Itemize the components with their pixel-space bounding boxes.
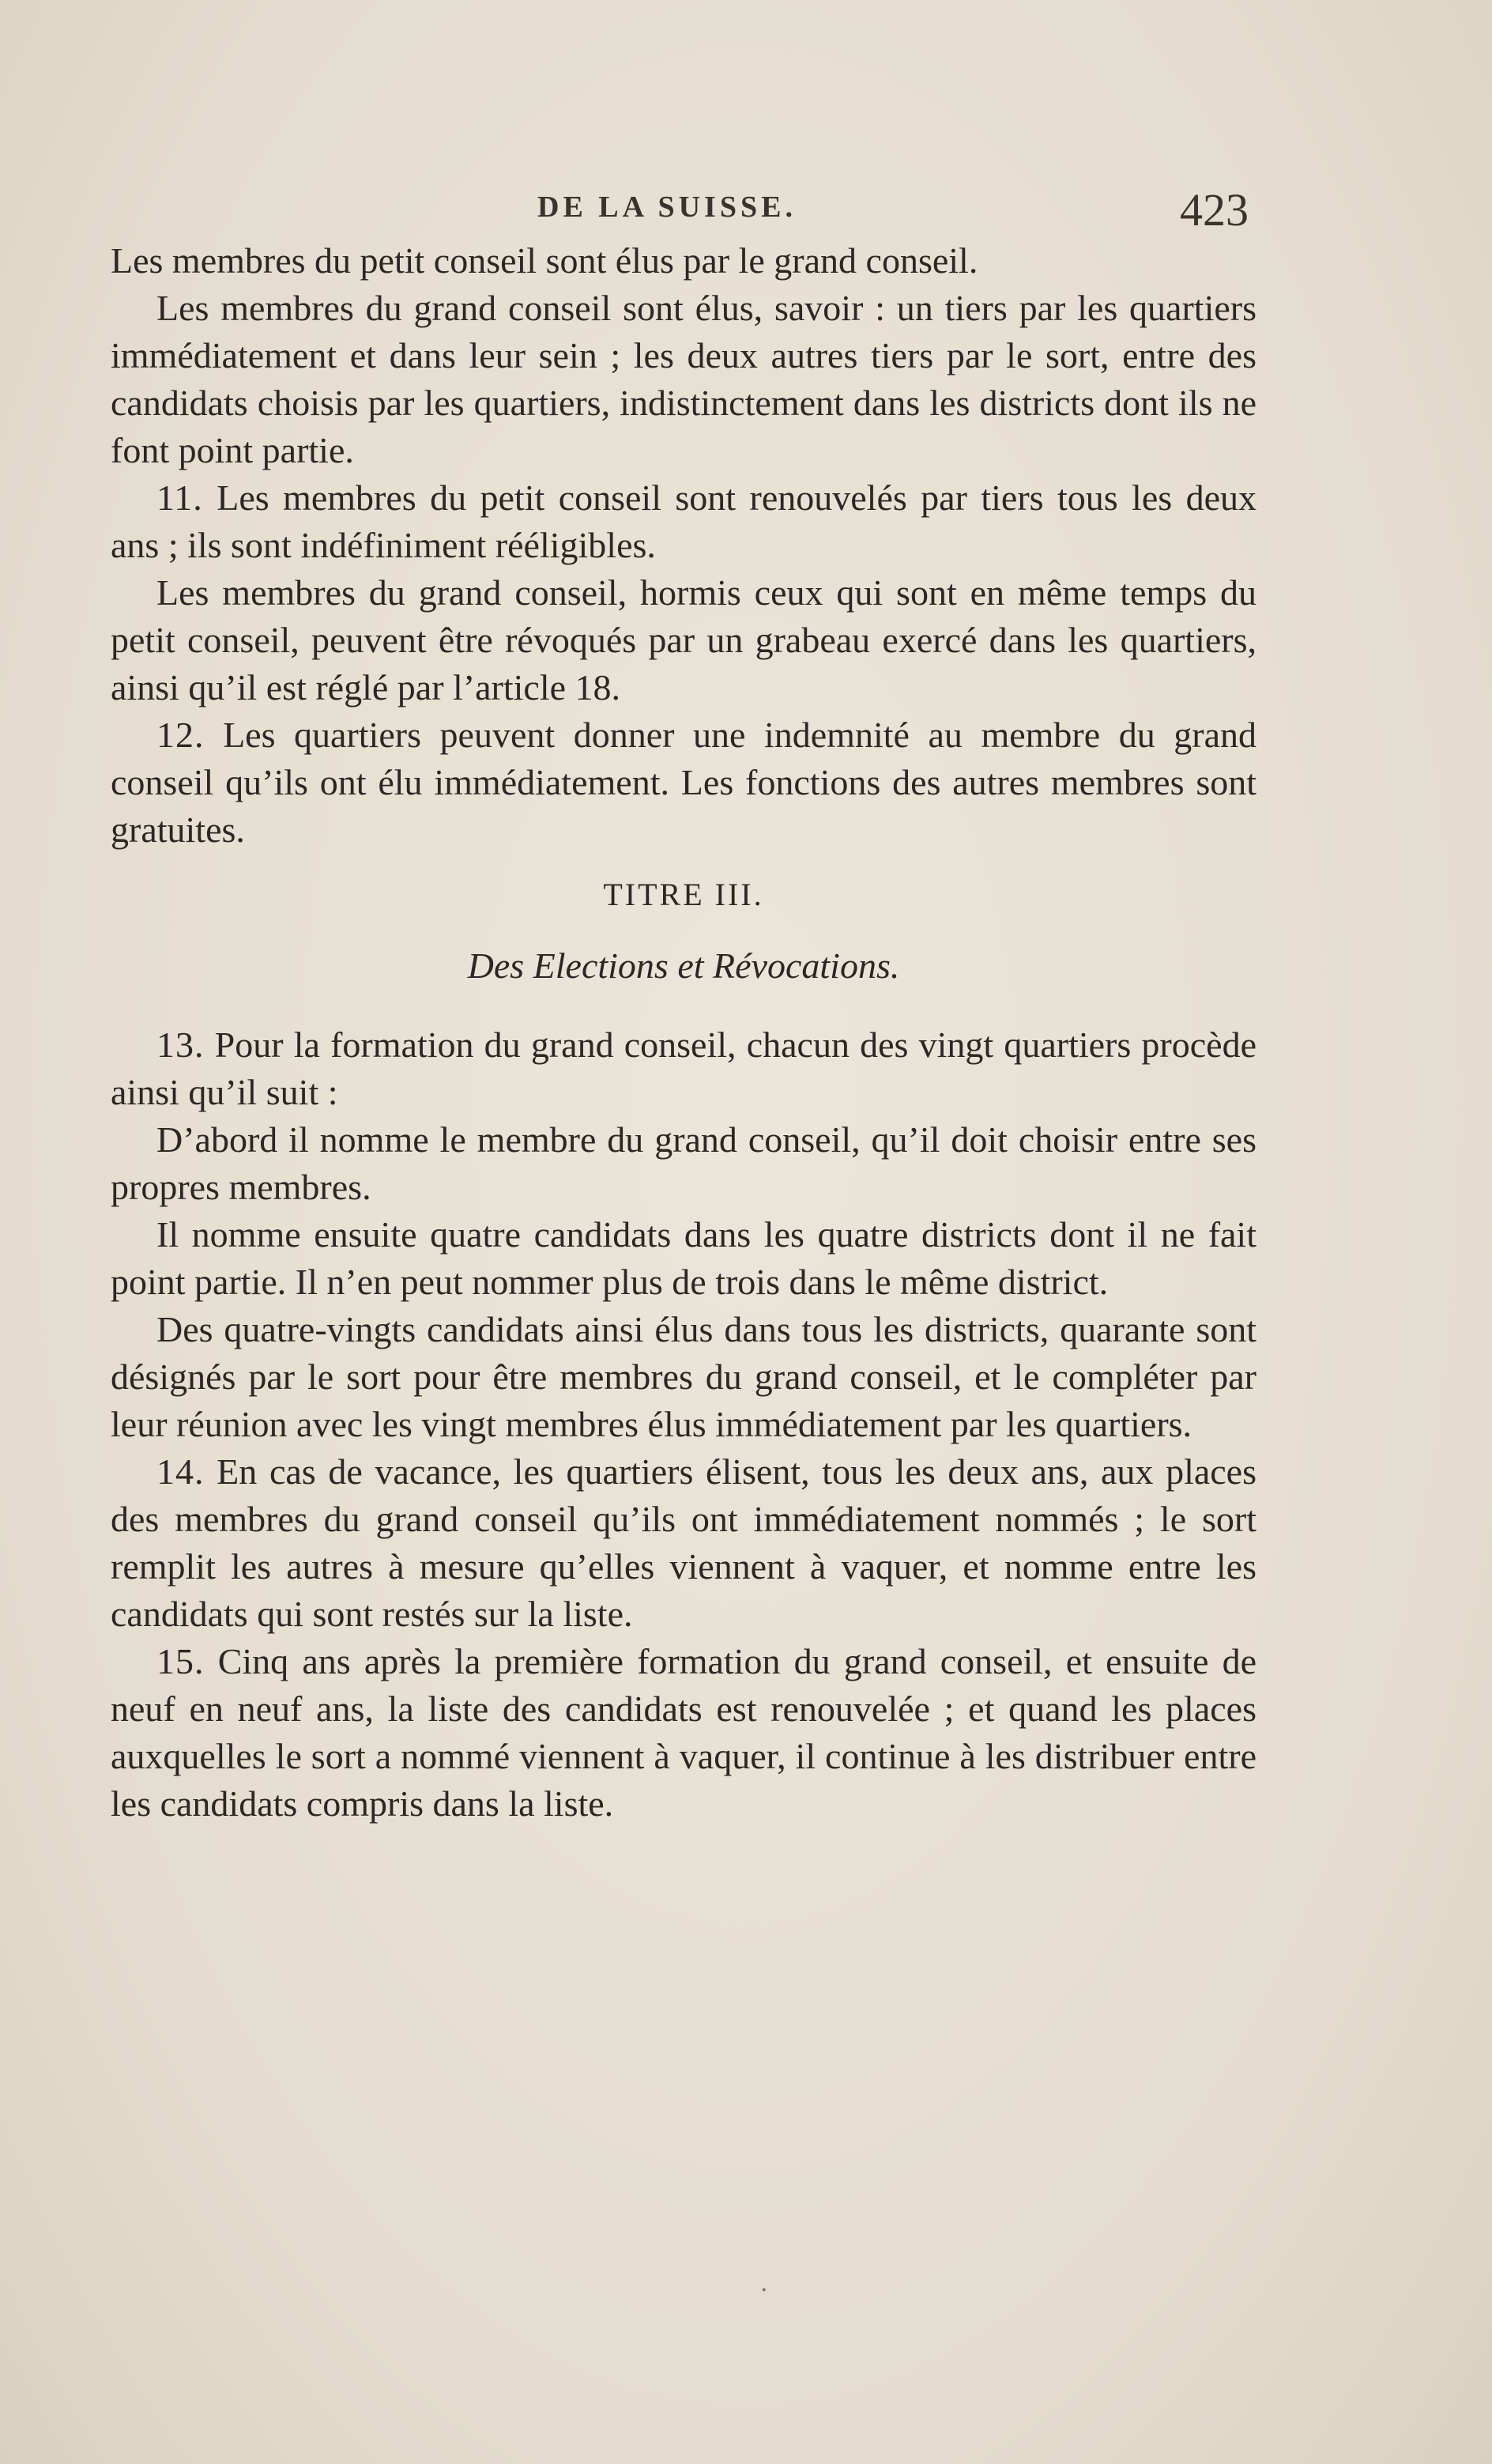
- paragraph-text: Il nomme ensuite quatre candidats dans les quatre districts dont il ne fait point partie. Il n’en peut nommer plus de trois dans le même district.: [111, 1214, 1257, 1302]
- paragraphs-bottom: [111, 1021, 1257, 1828]
- paragraph-text: Les membres du grand conseil sont élus, savoir : un tiers par les quartiers immédiatement et dans leur sein ; les deux autres tiers par le sort, entre des candidats choisis par les quartiers, indistinctement dans les districts dont ils ne font point partie.: [111, 288, 1257, 470]
- paragraph-text: Les membres du petit conseil sont élus par le grand conseil.: [111, 240, 978, 281]
- paragraph-text: En cas de vacance, les quartiers élisent, tous les deux ans, aux places des membres du grand conseil qu’ils ont immédiatement nommés ; le sort remplit les autres à mesure qu’elles viennent à vaquer, et nomme entre les candidats qui sont restés sur la liste.: [111, 1451, 1257, 1634]
- running-head: DE LA SUISSE.: [537, 191, 797, 224]
- paragraph: [111, 1021, 1257, 1116]
- paragraph: [111, 1211, 1257, 1306]
- page-header: [111, 183, 1249, 239]
- page-number: 423: [1180, 184, 1249, 236]
- paragraph: [111, 237, 1257, 285]
- article-number: 13.: [156, 1024, 205, 1065]
- paragraph: [111, 569, 1257, 711]
- paragraph-text: Des quatre-vingts candidats ainsi élus dans tous les districts, quarante sont désignés par le sort pour être membres du grand conseil, et le compléter par leur réunion avec les vingt membres élus immédiatement par les quartiers.: [111, 1309, 1257, 1444]
- section-subtitle: Des Elections et Révocations.: [467, 945, 900, 986]
- section-title: TITRE III.: [603, 877, 764, 912]
- body-text: [111, 237, 1257, 1828]
- paragraphs-top: [111, 237, 1257, 854]
- ornament-mark: ·: [760, 2277, 768, 2304]
- paragraph: [111, 285, 1257, 474]
- paragraph: [111, 1116, 1257, 1211]
- paragraph-text: D’abord il nomme le membre du grand conseil, qu’il doit choisir entre ses propres membres.: [111, 1119, 1257, 1207]
- article-number: 11.: [156, 477, 203, 518]
- paragraph: [111, 1638, 1257, 1828]
- paragraph: [111, 711, 1257, 854]
- paragraph-text: Les membres du grand conseil, hormis ceux qui sont en même temps du petit conseil, peuvent être révoqués par un grabeau exercé dans les quartiers, ainsi qu’il est réglé par l’article 18.: [111, 572, 1257, 708]
- article-number: 14.: [156, 1451, 205, 1492]
- paragraph-text: Pour la formation du grand conseil, chacun des vingt quartiers procède ainsi qu’il suit :: [111, 1024, 1257, 1112]
- article-number: 12.: [156, 715, 205, 755]
- paragraph-text: Les quartiers peuvent donner une indemnité au membre du grand conseil qu’ils ont élu immédiatement. Les fonctions des autres membres sont gratuites.: [111, 715, 1257, 850]
- paragraph: [111, 1306, 1257, 1448]
- paragraph-text: Cinq ans après la première formation du grand conseil, et ensuite de neuf en neuf ans, la liste des candidats est renouvelée ; et quand les places auxquelles le sort a nommé viennent à vaquer, il continue à les distribuer entre les candidats compris dans la liste.: [111, 1641, 1257, 1824]
- paragraph-text: Les membres du petit conseil sont renouvelés par tiers tous les deux ans ; ils sont indéfiniment rééligibles.: [111, 477, 1257, 565]
- paragraph: [111, 1448, 1257, 1638]
- paragraph: [111, 474, 1257, 569]
- article-number: 15.: [156, 1641, 205, 1681]
